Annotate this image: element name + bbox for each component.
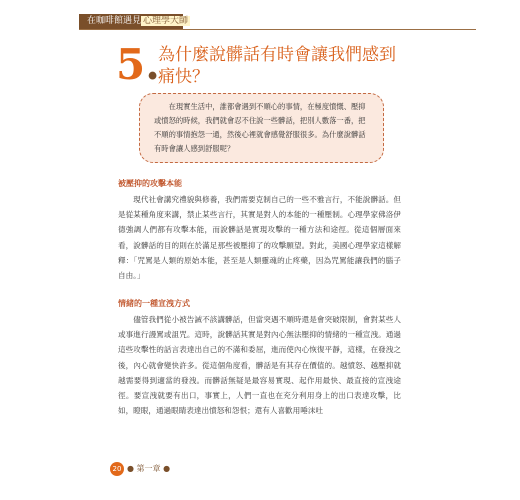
header-prefix: 在咖啡館遇見 bbox=[87, 16, 142, 26]
page-number: 20 bbox=[110, 462, 124, 476]
paragraph-1: 現代社會講究禮貌與修養，我們需要克制自己的一些不雅言行，不能說髒話。但是從某種角度來講，禁止某些言行，其實是對人的本能的一種壓制。心理學家佛洛伊德強調人們都有攻擊本能，而說髒話是實現攻擊的一種方法和途徑。從這個層面來看，說髒話的目的則在於滿足那些被壓抑了的攻擊願望。對此，美國心理學家這樣解釋：「咒罵是人類的原始本能，甚至是人類靈魂的止疼藥，因為咒罵能讓我們的腦子自由。」 bbox=[118, 195, 401, 281]
header-highlight: 心理學大師 bbox=[143, 16, 189, 26]
section-title: 為什麼說髒話有時會讓我們感到痛快？ bbox=[158, 45, 396, 87]
header-rule bbox=[79, 29, 476, 30]
section-number: 5. bbox=[116, 40, 160, 89]
running-header bbox=[79, 14, 189, 29]
subheading-2: 情緒的一種宣洩方式 bbox=[118, 299, 190, 308]
subheading-1: 被壓抑的攻擊本能 bbox=[118, 179, 182, 188]
footer-chapter: ● 第一章 ● bbox=[127, 464, 171, 473]
paragraph-2: 儘管我們從小被告誡不該講髒話，但當突遇不順時還是會突破限制，會對某些人或事進行謾罵或詛咒。這時，說髒話其實是對內心無法壓抑的情緒的一種宣洩。通過這些攻擊性的話言表達出自己的不滿和委屈，進而使內心恢復平靜，這樣，在發洩之後，內心就會變快許多。從這個角度看，髒話是有其存在價值的。越憤怒、越壓抑就越需要得到適當的發洩。而髒話無疑是最容易實現、起作用最快、最直接的宣洩途徑。要宣洩就要有出口，事實上，人們一直也在充分利用身上的出口表達攻擊，比如，瞪眼，通過眼睛表達出憤怒和怨恨；還有人喜歡用唾沫吐 bbox=[118, 315, 401, 416]
summary-box: 在現實生活中，誰都會遇到不順心的事情，在極度憤慨、壓抑或憤怒的時候，我們就會忍不住說一些髒話，把別人數落一番，把不順的事情抱怨一通，然後心裡就會感覺舒服很多。為什麼說髒話有時會讓人感到舒服呢？ bbox=[139, 93, 384, 163]
